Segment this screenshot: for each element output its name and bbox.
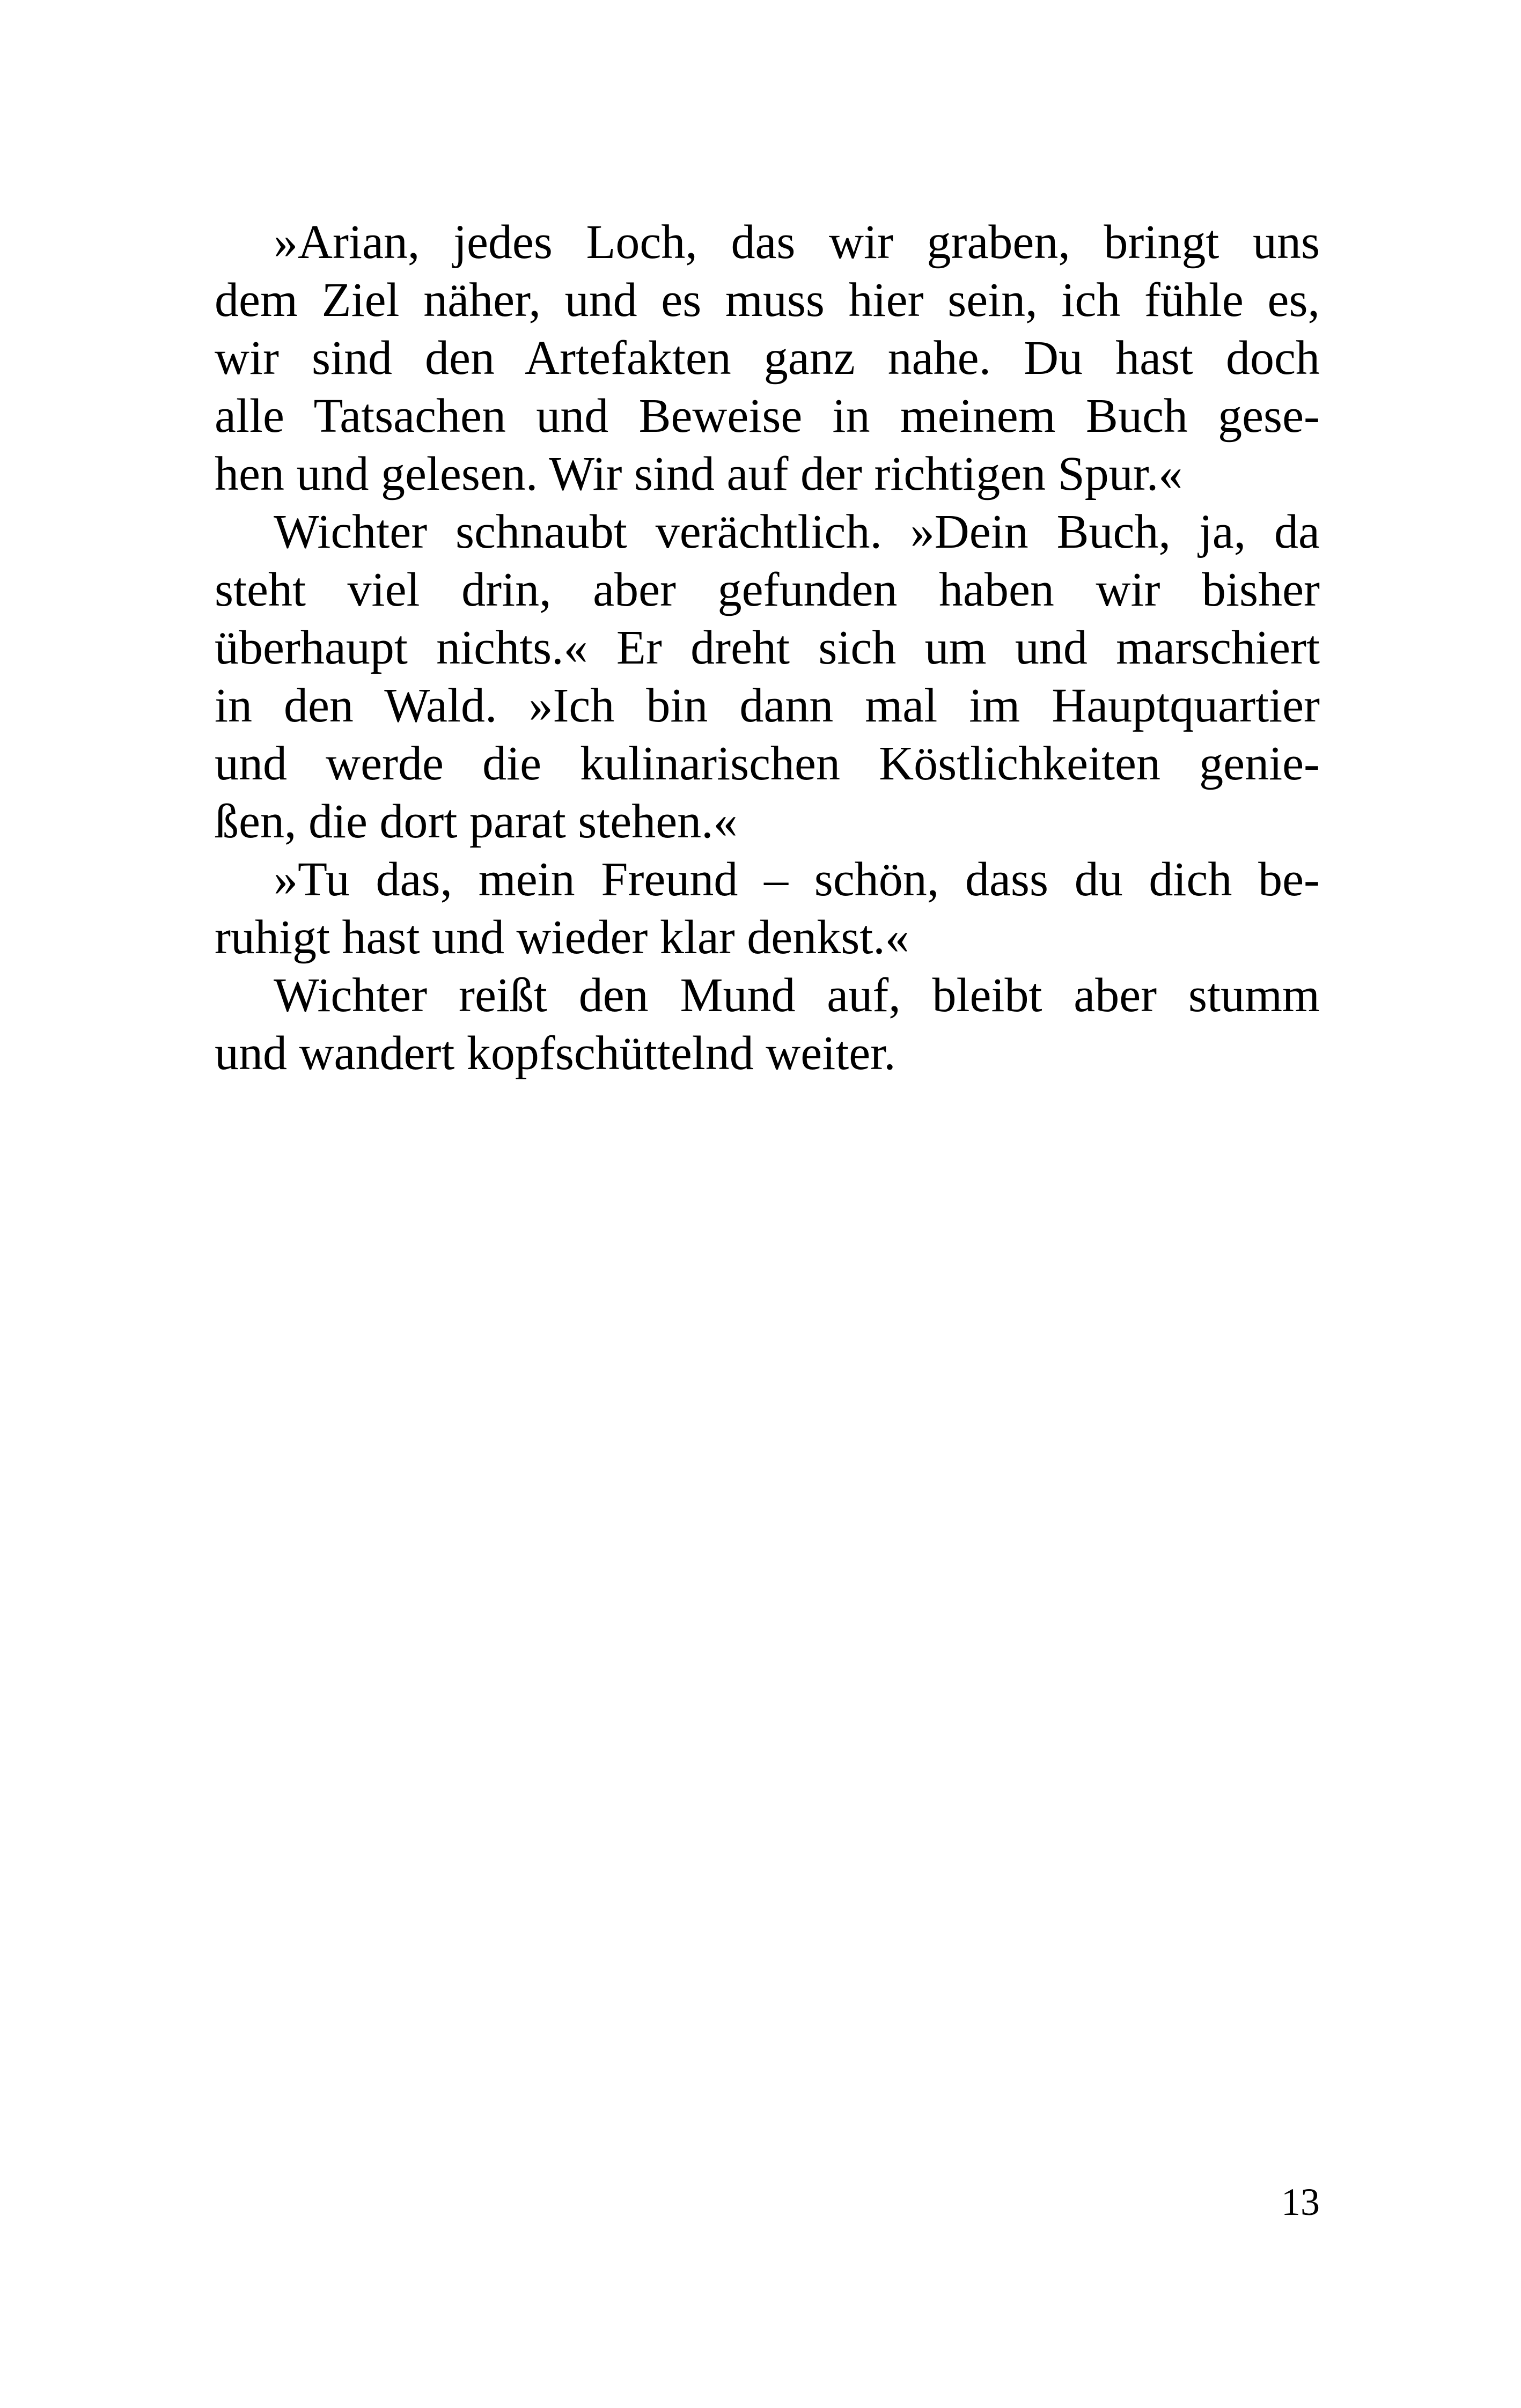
paragraph xyxy=(215,503,1320,851)
text-line: ßen, die dort parat stehen.« xyxy=(215,795,738,848)
text-line: Wichter reißt den Mund auf, bleibt aber stumm xyxy=(274,969,1320,1022)
paragraph xyxy=(215,967,1320,1083)
text-line: in den Wald. »Ich bin dann mal im Hauptquartier xyxy=(215,679,1320,732)
text-line: »Arian, jedes Loch, das wir graben, bringt uns xyxy=(274,216,1320,269)
text-line: »Tu das, mein Freund – schön, dass du dich be- xyxy=(274,853,1320,906)
text-line: steht viel drin, aber gefunden haben wir bisher xyxy=(215,563,1320,616)
text-line: wir sind den Artefakten ganz nahe. Du hast doch xyxy=(215,332,1320,385)
text-line: dem Ziel näher, und es muss hier sein, ich fühle es, xyxy=(215,274,1320,327)
text-line: überhaupt nichts.« Er dreht sich um und marschiert xyxy=(215,621,1320,674)
text-line: ruhigt hast und wieder klar denkst.« xyxy=(215,911,909,964)
text-line: und werde die kulinarischen Köstlichkeiten genie- xyxy=(215,737,1320,790)
text-line: hen und gelesen. Wir sind auf der richtigen Spur.« xyxy=(215,447,1183,500)
body-text xyxy=(215,213,1320,1083)
text-line: alle Tatsachen und Beweise in meinem Buch gese- xyxy=(215,389,1320,443)
paragraph xyxy=(215,851,1320,967)
text-line: und wandert kopfschüttelnd weiter. xyxy=(215,1027,896,1080)
paragraph xyxy=(215,213,1320,503)
page-number: 13 xyxy=(1281,2181,1320,2223)
text-line: Wichter schnaubt verächtlich. »Dein Buch, ja, da xyxy=(274,505,1320,558)
